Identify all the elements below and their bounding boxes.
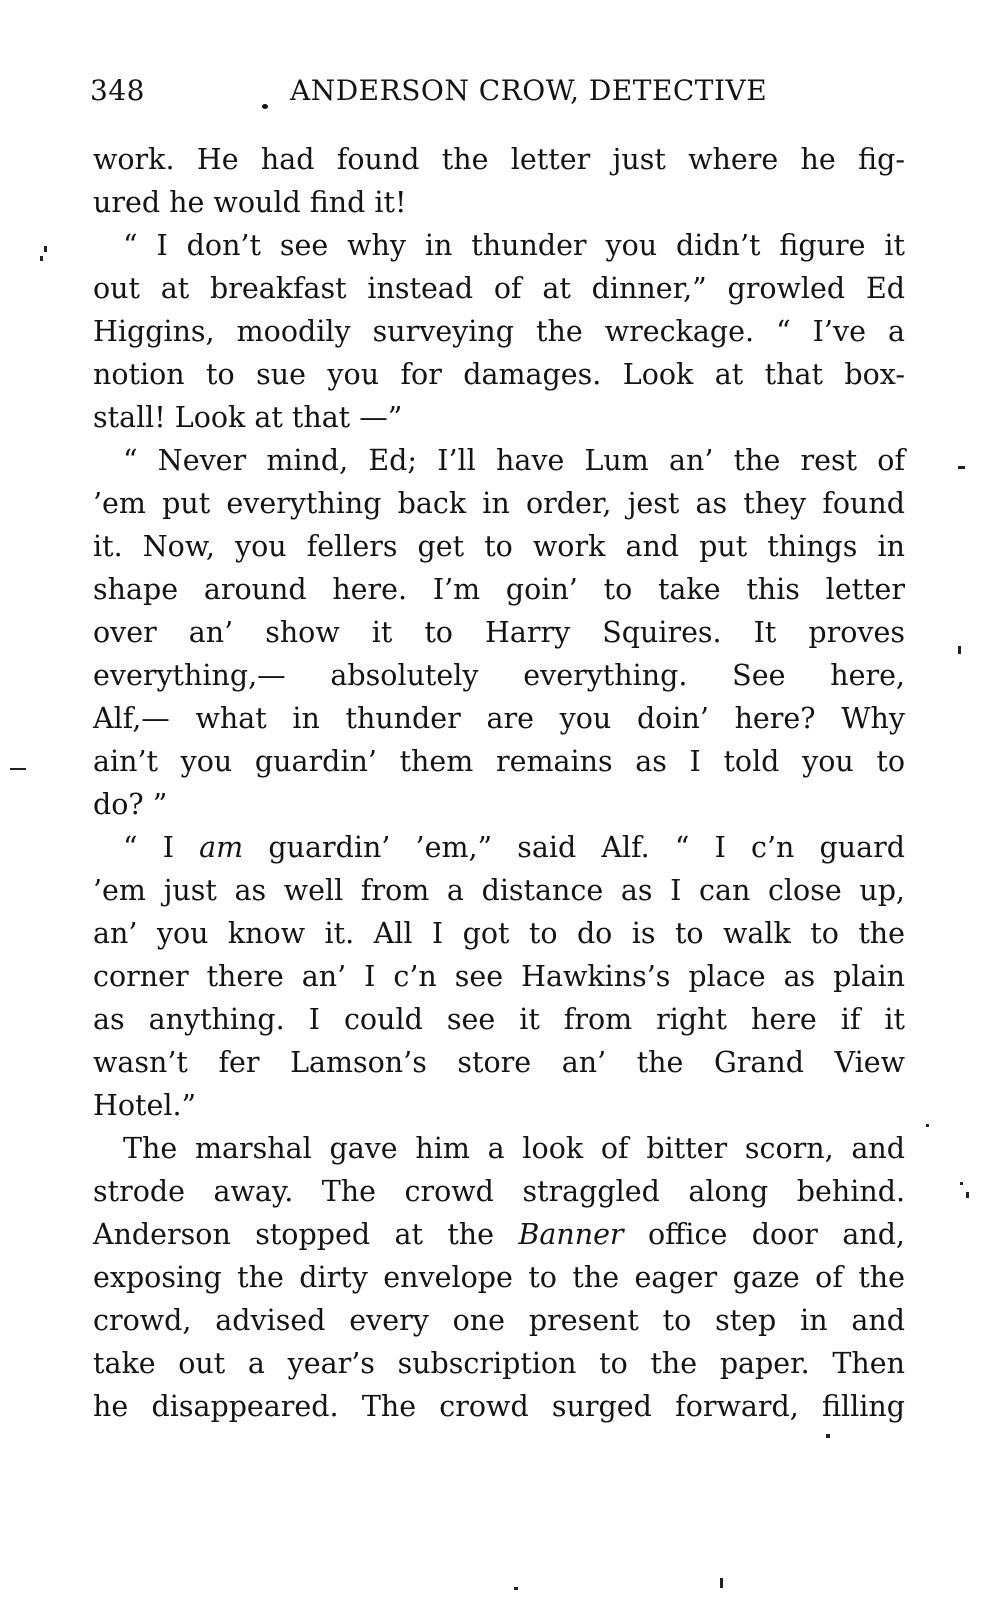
text-line: wasn’t fer Lamson’s store an’ the Grand View — [93, 1046, 905, 1079]
scan-speck — [720, 1578, 723, 1588]
text-line: ’em just as well from a distance as I can close up, — [93, 874, 905, 907]
text-line: out at breakfast instead of at dinner,” growled Ed — [93, 272, 905, 305]
text-line: stall! Look at that —” — [93, 401, 403, 434]
running-header — [90, 74, 910, 118]
text-line: shape around here. I’m goin’ to take this letter — [93, 573, 905, 606]
text-line: ’em put everything back in order, jest as they found — [93, 487, 905, 520]
running-title: ANDERSON CROW, DETECTIVE — [290, 74, 768, 107]
text-line: over an’ show it to Harry Squires. It proves — [93, 616, 905, 649]
text-line: “ Never mind, Ed; I’ll have Lum an’ the rest of — [123, 444, 905, 477]
scan-speck — [44, 246, 47, 252]
text-line: exposing the dirty envelope to the eager gaze of the — [93, 1261, 905, 1294]
text-line: an’ you know it. All I got to do is to walk to the — [93, 917, 905, 950]
text-line: everything,— absolutely everything. See here, — [93, 659, 905, 692]
scan-speck — [926, 1124, 929, 1127]
page-body — [93, 138, 905, 1428]
text-fragment: Anderson stopped at the — [93, 1218, 494, 1251]
italic-word: am — [199, 831, 244, 864]
scan-speck — [10, 768, 26, 770]
scan-speck — [960, 1182, 963, 1185]
text-line: crowd, advised every one present to step in and — [93, 1304, 905, 1337]
scan-speck — [40, 256, 43, 261]
text-line: notion to sue you for damages. Look at that box- — [93, 358, 905, 391]
text-line: “ I don’t see why in thunder you didn’t figure it — [123, 229, 905, 262]
text-line: work. He had found the letter just where he fig- — [93, 143, 905, 176]
text-line: as anything. I could see it from right here if it — [93, 1003, 905, 1036]
scan-speck — [958, 646, 961, 654]
text-fragment: office door and, — [647, 1218, 905, 1251]
scan-speck — [514, 1587, 518, 1590]
text-line: Hotel.” — [93, 1089, 197, 1122]
text-line: he disappeared. The crowd surged forward, filling — [93, 1390, 905, 1423]
text-line: strode away. The crowd straggled along behind. — [93, 1175, 905, 1208]
text-line: Alf,— what in thunder are you doin’ here? Why — [93, 702, 905, 735]
text-line-with-italic — [93, 1213, 905, 1256]
scan-speck — [958, 466, 965, 469]
text-line: do? ” — [93, 788, 168, 821]
scan-speck — [966, 1192, 969, 1198]
text-fragment: “ I — [123, 831, 174, 864]
scan-speck — [826, 1434, 830, 1438]
page-number: 348 — [90, 74, 145, 107]
text-line: Higgins, moodily surveying the wreckage. “ I’ve a — [93, 315, 905, 348]
text-line: take out a year’s subscription to the paper. Then — [93, 1347, 905, 1380]
italic-word: Banner — [518, 1218, 624, 1251]
text-line: The marshal gave him a look of bitter scorn, and — [123, 1132, 905, 1165]
header-ornament — [262, 104, 268, 109]
text-line: ured he would find it! — [93, 186, 407, 219]
text-line: ain’t you guardin’ them remains as I told you to — [93, 745, 905, 778]
text-line: corner there an’ I c’n see Hawkins’s place as plain — [93, 960, 905, 993]
text-line-with-italic — [93, 826, 905, 869]
text-line: it. Now, you fellers get to work and put things in — [93, 530, 905, 563]
text-fragment: guardin’ ’em,” said Alf. “ I c’n guard — [268, 831, 906, 864]
